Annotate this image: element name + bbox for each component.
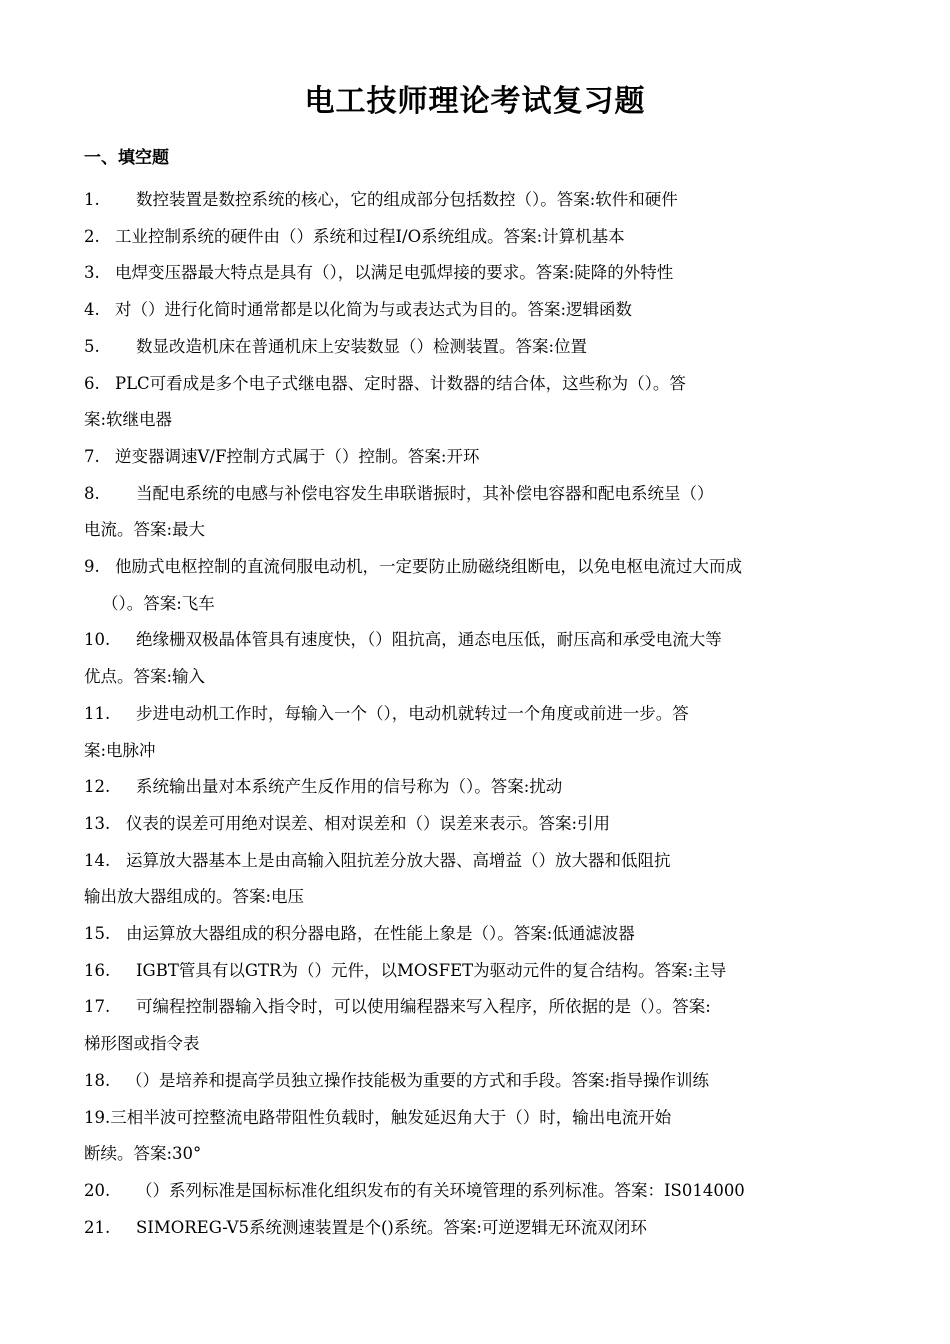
question-number: 14. [84,850,111,870]
question-continuation: （）。答案:飞车 [102,593,215,613]
question-number: 10. [84,630,111,650]
question-text: 数控装置是数控系统的核心，它的组成部分包括数控（）。答案:软件和硬件 [136,190,678,209]
question-number: 16. [84,960,111,980]
question-item [84,1210,874,1247]
question-item [84,476,874,549]
question-continuation: 梯形图或指令表 [84,1034,200,1054]
question-number: 3. [84,263,100,283]
question-text: （）系列标准是国标标准化组织发布的有关环境管理的系列标准。答案：IS014000 [136,1180,745,1200]
question-item [84,916,874,953]
question-text: 步进电动机工作时，每输入一个（），电动机就转过一个角度或前进一步。答 [136,703,689,723]
question-number: 13. [84,813,111,833]
question-item [84,219,874,256]
question-text: （）是培养和提高学员独立操作技能极为重要的方式和手段。答案:指导操作训练 [126,1070,710,1090]
question-item [84,622,874,695]
question-text: 由运算放大器组成的积分器电路，在性能上象是（）。答案:低通滤波器 [126,924,635,944]
question-item [84,696,874,769]
question-continuation: 案:电脉冲 [84,740,156,760]
question-continuation: 电流。答案:最大 [84,520,206,540]
question-text: 他励式电枢控制的直流伺服电动机，一定要防止励磁绕组断电，以免电枢电流过大而成 [115,557,742,577]
question-continuation: 案:软继电器 [84,410,173,430]
question-number: 18. [84,1070,111,1090]
question-number: 6. [84,373,100,393]
question-text: 系统输出量对本系统产生反作用的信号称为（）。答案:扰动 [136,777,563,797]
question-text: 可编程控制器输入指令时，可以使用编程器来写入程序，所依据的是（）。答案: [136,997,711,1017]
question-text: PLC可看成是多个电子式继电器、定时器、计数器的结合体，这些称为（）。答 [115,373,686,393]
question-item [84,292,874,329]
section-heading: 一、填空题 [84,148,169,168]
question-number: 21. [84,1217,111,1237]
question-number: 2. [84,226,100,246]
question-item [84,806,874,843]
question-item [84,329,874,366]
question-number: 1. [84,190,100,209]
question-text: 逆变器调速V/F控制方式属于（）控制。答案:开环 [115,446,480,466]
question-continuation: 断续。答案:30° [84,1144,202,1164]
question-number: 7. [84,446,100,466]
question-text: 绝缘栅双极晶体管具有速度快，（）阻抗高，通态电压低，耐压高和承受电流大等 [136,630,722,650]
question-item [84,1173,874,1210]
question-item [84,769,874,806]
page-title: 电工技师理论考试复习题 [304,84,646,119]
question-text: SIMOREG-V5系统测速装置是个()系统。答案:可逆逻辑无环流双闭环 [136,1217,647,1237]
question-item [84,439,874,476]
question-item [84,1063,874,1100]
question-text: 仪表的误差可用绝对误差、相对误差和（）误差来表示。答案:引用 [126,813,611,833]
question-item [84,843,874,916]
question-continuation: 优点。答案:输入 [84,667,206,687]
question-number: 17. [84,997,111,1017]
question-item [84,549,874,622]
question-number: 11. [84,703,111,723]
question-item [84,255,874,292]
question-item [84,989,874,1062]
question-text: IGBT管具有以GTR为（）元件，以MOSFET为驱动元件的复合结构。答案:主导 [136,960,727,980]
question-text: 当配电系统的电感与补偿电容发生串联谐振时，其补偿电容器和配电系统呈（） [136,483,714,503]
question-number: 4. [84,300,100,320]
question-text: 数显改造机床在普通机床上安装数显（）检测装置。答案:位置 [136,336,588,356]
question-item [84,366,874,439]
question-text: 工业控制系统的硬件由（）系统和过程I/O系统组成。答案:计算机基本 [115,226,625,246]
question-text: 运算放大器基本上是由高输入阻抗差分放大器、高增益（）放大器和低阻抗 [126,850,671,870]
question-number: 20. [84,1180,111,1200]
question-number: 5. [84,336,100,356]
question-item [84,953,874,990]
question-number: 15. [84,924,111,944]
question-continuation: 输出放大器组成的。答案:电压 [84,887,305,907]
question-text: 电焊变压器最大特点是具有（），以满足电弧焊接的要求。答案:陡降的外特性 [115,263,674,283]
question-item [84,1100,874,1173]
question-text: 对（）进行化简时通常都是以化简为与或表达式为目的。答案:逻辑函数 [115,300,633,320]
question-list [84,182,874,1246]
question-number: 12. [84,777,111,797]
question-item [84,182,874,219]
question-number: 19. [84,1107,111,1127]
question-number: 9. [84,557,100,577]
question-number: 8. [84,483,100,503]
question-text: 三相半波可控整流电路带阻性负载时，触发延迟角大于（）时，输出电流开始 [110,1107,672,1127]
